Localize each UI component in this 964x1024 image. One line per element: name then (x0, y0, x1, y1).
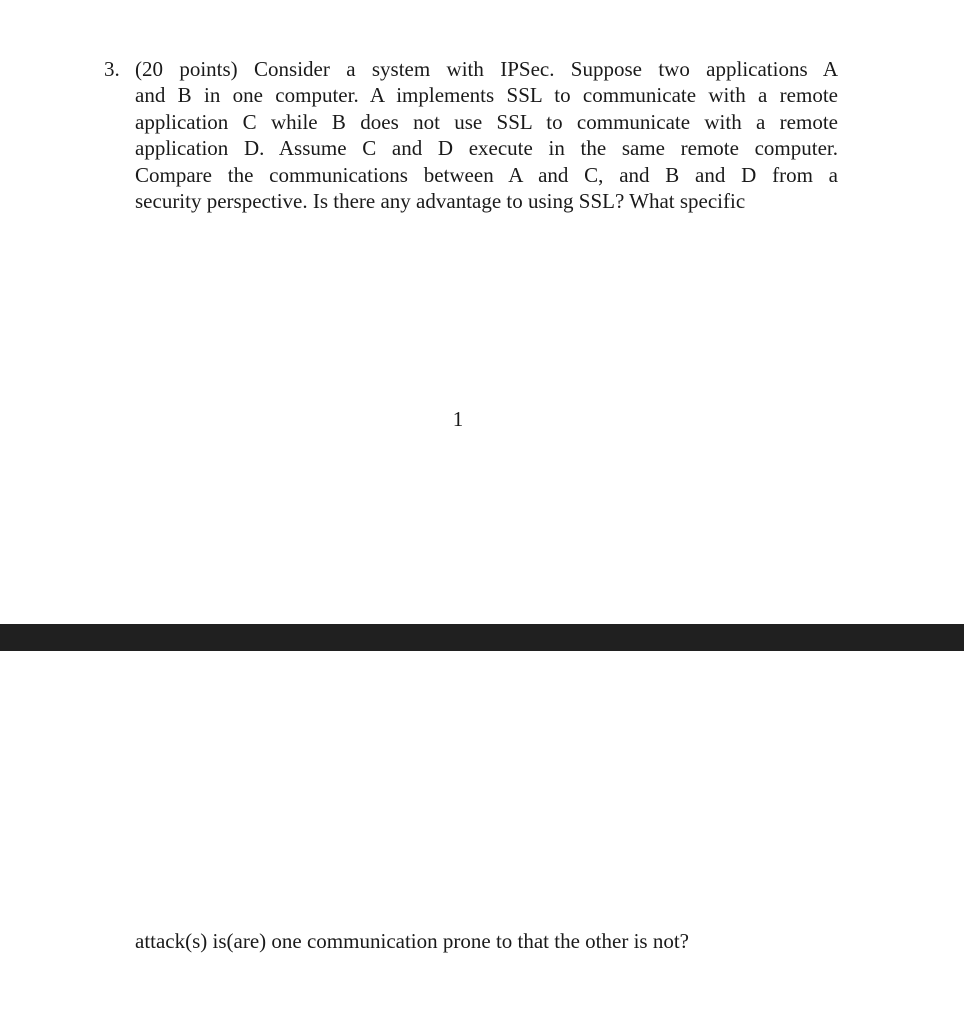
question-line-5: Compare the communications between A and C, and B and D from a (135, 162, 838, 187)
page-divider (0, 624, 964, 651)
question-line-2: and B in one computer. A implements SSL to communicate with a remote (135, 83, 838, 108)
question-continuation: attack(s) is(are) one communication prone to that the other is not? (135, 929, 689, 953)
question-number: 3. (104, 57, 120, 81)
question-line-4: application D. Assume C and D execute in the same remote computer. (135, 136, 838, 161)
question-line-1 (104, 56, 838, 82)
page-bottom (0, 651, 964, 1024)
page-number: 1 (452, 407, 464, 431)
question-line-6: security perspective. Is there any advantage to using SSL? What specific (135, 189, 746, 214)
question-line-1-text: (20 points) Consider a system with IPSec. Suppose two applications A (135, 57, 838, 81)
question-text (104, 56, 838, 214)
question-line-3: application C while B does not use SSL to communicate with a remote (135, 109, 838, 134)
